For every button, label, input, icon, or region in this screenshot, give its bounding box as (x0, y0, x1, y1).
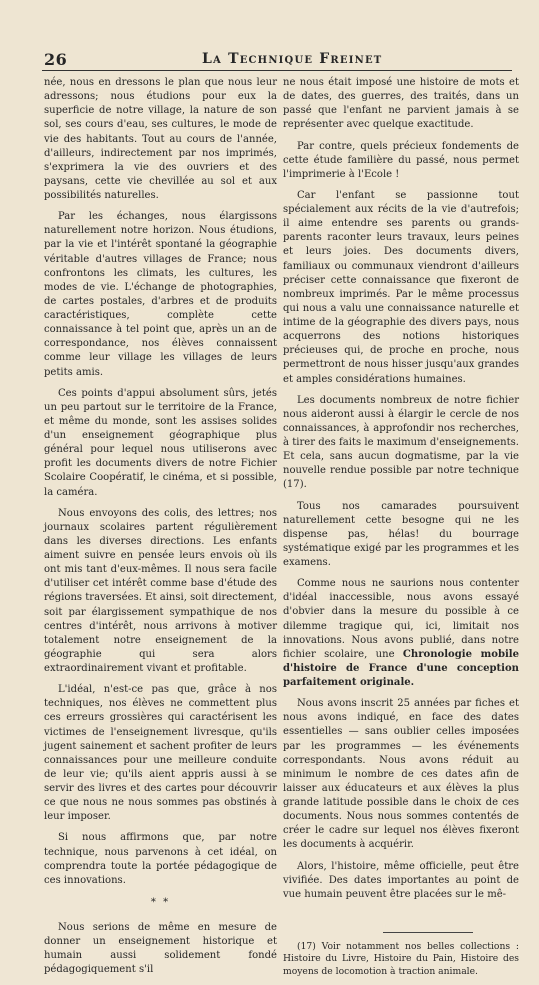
paragraph: L'idéal, n'est-ce pas que, grâce à nos techniques, nos élèves ne commettent plus ces erreurs grossières qui caractérisent les victimes de l'enseignement livresque, qu'ils jugent sainement et sachent profiter de leurs connaissances pour une meilleure conduite de leur vie; qu'ils aient appris aussi à se servir des livres et des cartes pour découvrir ce que nous ne nous sommes pas obstinés à leur imposer. (44, 684, 277, 823)
paragraph: Nous serions de même en mesure de donner un enseignement historique et humain aussi solidement fondé pédagogiquement s'il (44, 921, 277, 976)
paragraph: ne nous était imposé une histoire de mots et de dates, des guerres, des traités, dans un passé que l'enfant ne parvient jamais à se représenter avec quelque exactitude. (283, 77, 519, 131)
journal-title: La Technique Freinet (202, 51, 383, 67)
page-number: 26 (44, 50, 68, 69)
paragraph: née, nous en dressons le plan que nous leur adressons; nous étudions pour eux la superficie de notre village, la nature de son sol, ses cours d'eau, ses cultures, le mode de vie des habitants. Tout au cours de l'année, d'ailleurs, indirectement par nos imprimés, s'exprimera la vie des ouvriers et des paysans, cette vie chevillée au sol et aux possibilités naturelles. (44, 77, 277, 201)
paragraph: Nous envoyons des colis, des lettres; nos journaux scolaires partent régulièrement dans les diverses directions. Les enfants aiment suivre en pensée leurs envois où ils ont mis tant d'eux-mêmes. Il nous sera facile d'utiliser cet intérêt comme base d'étude des régions traversées. Et ainsi, soit directement, soit par élargissement sympathique de nos centres d'intérêt, nous arrivons à motiver totalement notre enseignement de la géographie qui sera alors extraordinairement vivant et profitable. (44, 507, 277, 674)
footnote-rule (383, 932, 473, 933)
paragraph: Si nous affirmons que, par notre technique, nous parvenons à cet idéal, on comprendra toute la portée pédagogique de ces innovations. (44, 832, 277, 886)
paragraph: Par contre, quels précieux fondements de cette étude familière du passé, nous permet l'imprimerie à l'Ecole ! (283, 140, 519, 180)
paragraph-chronology (283, 577, 519, 690)
paragraph: Par les échanges, nous élargissons naturellement notre horizon. Nous étudions, par la vie et l'intérêt spontané la géographie véritable d'autres villages de France; nous confrontons les climats, les cultures, les modes de vie. L'échange de photographies, de cartes postales, d'arbres et de produits caractéristiques, complète cette connaissance à tel point que, après un an de correspondance, nos élèves connaissent comme leur village les villages de leurs petits amis. (44, 211, 277, 378)
chronology-title: Chronologie mobile d'histoire de France d'une conception parfaitement originale. (283, 648, 519, 688)
right-column (283, 76, 519, 985)
footnote: (17) Voir notamment nos belles collections : Histoire du Livre, Histoire du Pain, Histoire des moyens de locomotion à traction animale. (283, 940, 519, 977)
paragraph: Car l'enfant se passionne tout spécialement aux récits de la vie d'autrefois; il aime entendre ses parents ou grands-parents raconter leurs travaux, leurs peines et leurs joies. Des documents divers, familiaux ou communaux viendront d'ailleurs préciser cette connaissance que fixeront de nombreux imprimés. Par le même processus qui nous a valu une connaissance naturelle et intime de la géographie des divers pays, nous acquerrons des notions historiques précieuses qui, de proche en proche, nous permettront de nous hisser jusqu'aux grandes et amples considérations humaines. (283, 189, 519, 385)
paragraph: Nous avons inscrit 25 années par fiches et nous avons indiqué, en face des dates essentielles — sans oublier celles imposées par les programmes — les événements correspondants. Nous avons réduit au minimum le nombre de ces dates afin de laisser aux éducateurs et aux élèves la plus grande latitude possible dans le choix de ces documents. Nous nous sommes contentés de créer le cadre sur lequel nos élèves fixeront les documents à acquérir. (283, 698, 519, 851)
paragraph: Alors, l'histoire, même officielle, peut être vivifiée. Des dates importantes au point de vue humain peuvent être placées sur le mê- (283, 860, 519, 900)
chronology-intro: Comme nous ne saurions nous contenter d'idéal inaccessible, nous avons essayé d'obvier dans la mesure du possible à ce dilemme tragique qui, ici, limitait nos innovations. Nous avons publié, dans notre fichier scolaire, une (283, 578, 519, 660)
paragraph: Ces points d'appui absolument sûrs, jetés un peu partout sur le territoire de la France, et même du monde, sont les assises solides d'un enseignement géographique plus général pour lequel nous utiliserons avec profit les documents divers de notre Fichier Scolaire Coopératif, le cinéma, et si possible, la caméra. (44, 387, 277, 498)
paragraph: Tous nos camarades poursuivent naturellement cette besogne qui ne les dispense pas, hélas! du bourrage systématique exigé par les programmes et les examens. (283, 500, 519, 568)
page-header (42, 48, 512, 71)
section-separator: * * (150, 896, 171, 908)
paragraph: Les documents nombreux de notre fichier nous aideront aussi à élargir le cercle de nos connaissances, à approfondir nos recherches, à tirer des faits le maximum d'enseignements. Et cela, sans aucun dogmatisme, par la vie nouvelle rendue possible par notre technique (17). (283, 394, 519, 491)
left-column (44, 76, 277, 984)
